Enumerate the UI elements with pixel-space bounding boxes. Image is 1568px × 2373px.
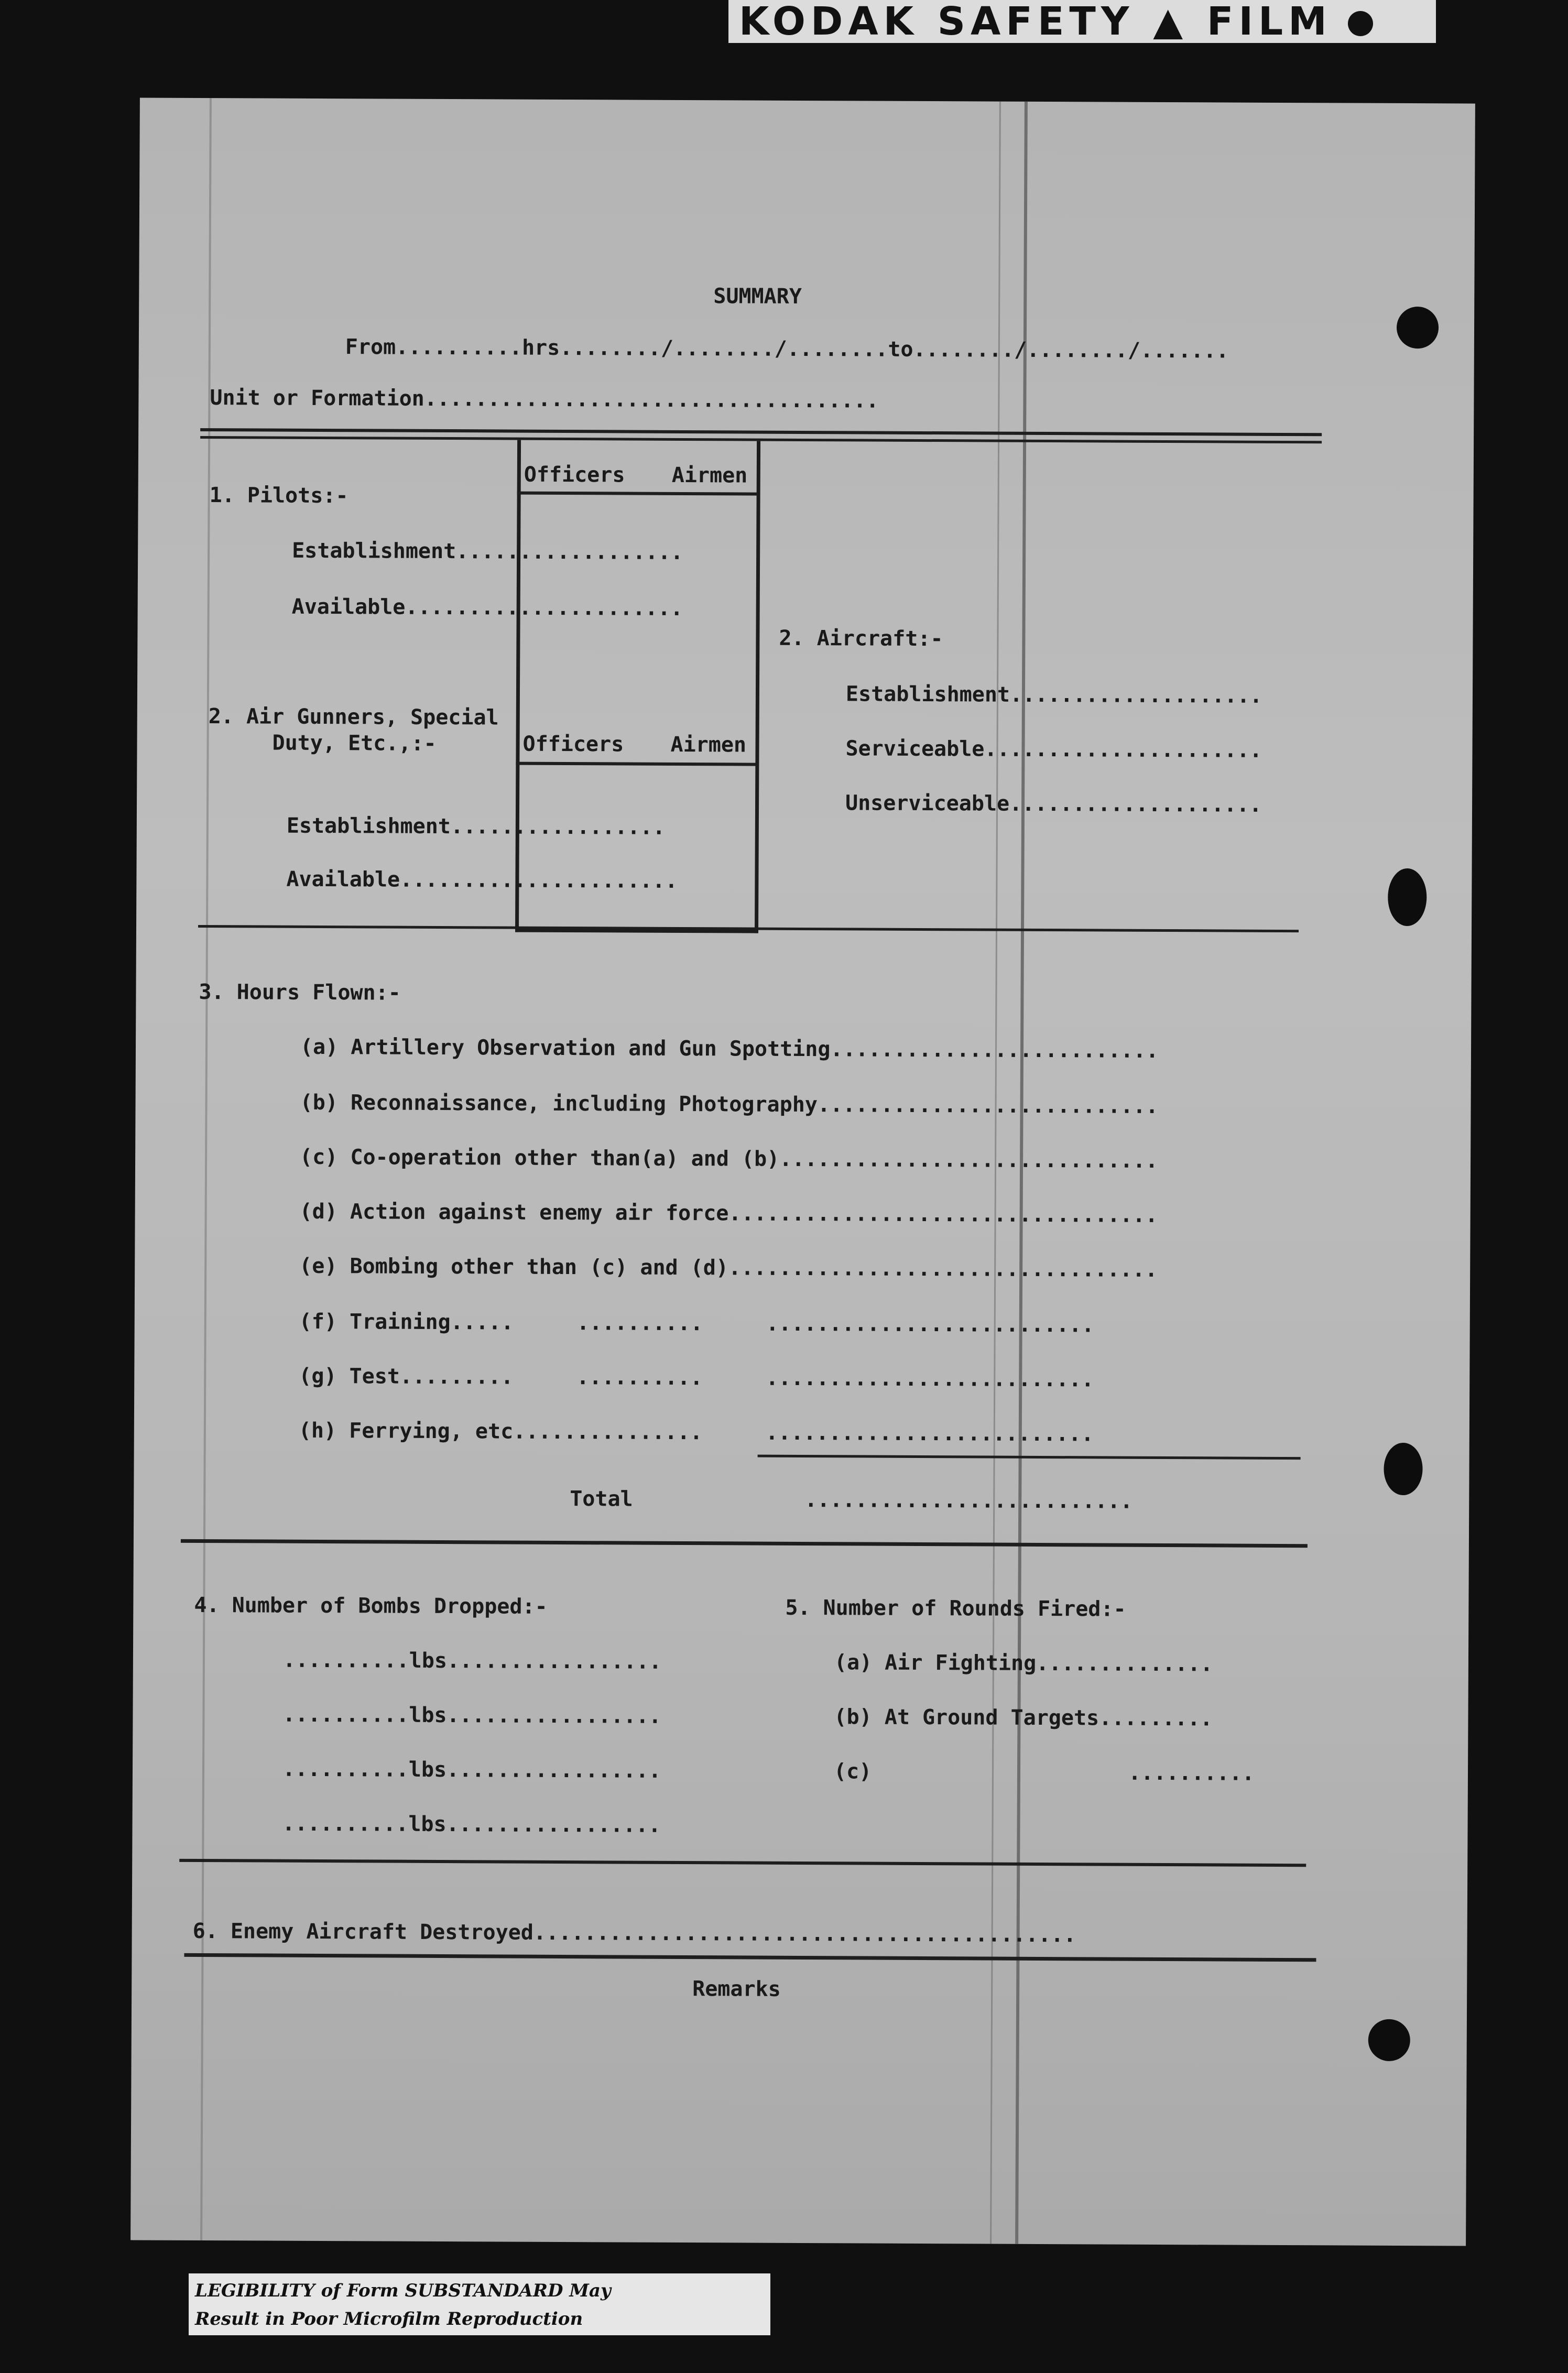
header-rule — [200, 428, 1322, 436]
bombs-row-4: ..........lbs................. — [282, 1811, 661, 1837]
legibility-note-line-2: Result in Poor Microfilm Reproduction — [195, 2309, 583, 2330]
total-label: Total — [570, 1487, 633, 1511]
gunners-establishment: Establishment................. — [286, 813, 666, 840]
pilots-establishment: Establishment.................. — [292, 538, 683, 564]
bombs-row-3: ..........lbs................. — [282, 1757, 661, 1783]
bombs-heading: 4. Number of Bombs Dropped:- — [194, 1593, 548, 1619]
total-underline — [758, 1455, 1301, 1460]
section-rule-4 — [184, 1953, 1316, 1962]
hours-flown-heading: 3. Hours Flown:- — [199, 979, 401, 1005]
hours-item-a: (a) Artillery Observation and Gun Spotting.......................... — [300, 1035, 1159, 1063]
form-page — [130, 97, 1475, 2246]
pilots-gunners-box — [515, 440, 760, 933]
section-rule-2 — [181, 1539, 1308, 1548]
summary-title: SUMMARY — [713, 284, 802, 309]
unit-formation-line: Unit or Formation.................................... — [210, 386, 879, 413]
punch-hole — [1388, 868, 1427, 926]
gunners-available: Available...................... — [286, 867, 678, 893]
aircraft-establishment: Establishment.................... — [845, 682, 1262, 708]
pilots-col-officers: Officers — [524, 462, 625, 487]
rounds-air-fighting: (a) Air Fighting.............. — [834, 1650, 1213, 1677]
enemy-aircraft-line: 6. Enemy Aircraft Destroyed........................................... — [192, 1919, 1076, 1947]
rounds-heading: 5. Number of Rounds Fired:- — [785, 1595, 1126, 1621]
hours-item-c: (c) Co-operation other than(a) and (b).............................. — [300, 1145, 1158, 1173]
bombs-row-1: ..........lbs................. — [282, 1648, 662, 1674]
air-gunners-heading-2: Duty, Etc.,:- — [272, 731, 437, 756]
pilots-heading: 1. Pilots:- — [209, 483, 349, 508]
rounds-other-dots: .......... — [1128, 1760, 1255, 1786]
section-rule-3 — [179, 1859, 1306, 1867]
aircraft-heading: 2. Aircraft:- — [779, 626, 943, 651]
pilots-col-airmen: Airmen — [671, 463, 748, 488]
remarks-label: Remarks — [692, 1977, 781, 2001]
hours-item-h: (h) Ferrying, etc............... .......................... — [298, 1418, 1094, 1446]
hours-item-d: (d) Action against enemy air force.................................. — [299, 1199, 1158, 1227]
gunners-col-officers: Officers — [522, 732, 624, 757]
header-rule-double — [200, 436, 1322, 443]
rounds-ground-targets: (b) At Ground Targets......... — [834, 1705, 1213, 1731]
hours-item-g: (g) Test......... .......... .......................... — [299, 1364, 1094, 1392]
film-edge-label — [728, 0, 1436, 43]
bombs-row-2: ..........lbs................. — [282, 1702, 662, 1728]
hours-item-b: (b) Reconnaissance, including Photography........................... — [300, 1090, 1159, 1118]
film-dot-icon — [1348, 11, 1373, 36]
film-edge-text: KODAK SAFETY ▲ FILM — [739, 0, 1332, 44]
rounds-other-label: (c) — [833, 1759, 872, 1784]
air-gunners-heading: 2. Air Gunners, Special — [208, 704, 499, 730]
pilots-available: Available...................... — [291, 594, 683, 621]
aircraft-unserviceable: Unserviceable.................... — [845, 791, 1262, 817]
total-dots: .......................... — [804, 1488, 1133, 1514]
hours-item-e: (e) Bombing other than (c) and (d).................................. — [299, 1254, 1158, 1282]
punch-hole — [1368, 2019, 1410, 2061]
hours-item-f: (f) Training..... .......... .......................... — [299, 1309, 1095, 1337]
gunners-col-airmen: Airmen — [670, 732, 747, 757]
punch-hole — [1384, 1443, 1422, 1495]
aircraft-serviceable: Serviceable...................... — [845, 736, 1262, 763]
legibility-note-line-1: LEGIBILITY of Form SUBSTANDARD May — [195, 2280, 611, 2301]
from-line: From..........hrs......../......../........to......../......../....... — [345, 335, 1229, 363]
legibility-note — [189, 2273, 770, 2335]
punch-hole — [1397, 307, 1439, 349]
